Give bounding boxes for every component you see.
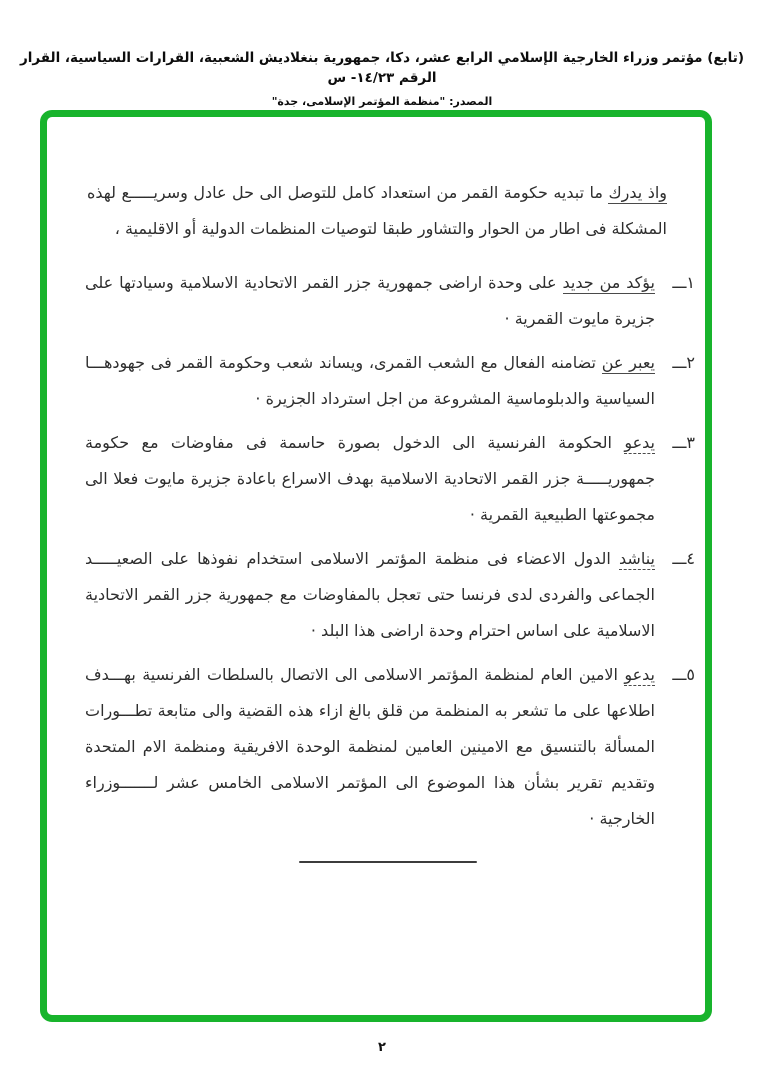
item-lead: يدعو xyxy=(624,665,655,684)
item-lead: يؤكد من جديد xyxy=(562,273,655,292)
item-text: الحكومة الفرنسية الى الدخول بصورة حاسمة فى مفاوضات مع حكومة جمهوريـــــة جزر القمر الاتحادية الاسلامية بهدف الاسراع باعادة جزيرة مايوت فعلا الى مجموعتها الطبيعية القمرية · xyxy=(85,433,655,524)
resolution-item-2 xyxy=(81,345,695,417)
header-source: المصدر: "منظمة المؤتمر الإسلامى، جدة" xyxy=(271,95,493,108)
header-title: (تابع) مؤتمر وزراء الخارجية الإسلامي الرابع عشر، دكا، جمهورية بنغلاديش الشعبية، القرارات السياسية، القرار الرقم ١٤/٢٣- س xyxy=(20,50,744,86)
document-frame xyxy=(40,110,712,1022)
item-number: ١ـــ xyxy=(672,273,695,292)
item-text: الدول الاعضاء فى منظمة المؤتمر الاسلامى استخدام نفوذها على الصعيـــــد الجماعى والفردى لدى فرنسا حتى تعجل بالمفاوضات مع جمهورية جزر القمر الاتحادية الاسلامية على اساس احترام وحدة اراضى هذا البلد · xyxy=(85,549,655,640)
resolution-item-5 xyxy=(81,657,695,837)
intro-paragraph xyxy=(87,175,667,247)
item-lead: يناشد xyxy=(619,549,655,568)
item-text: على وحدة اراضى جمهورية جزر القمر الاتحادية الاسلامية وسيادتها على جزيرة مايوت القمرية · xyxy=(85,273,655,328)
resolution-item-3 xyxy=(81,425,695,533)
item-number: ٤ـــ xyxy=(672,549,695,568)
item-lead: يعبر عن xyxy=(601,353,656,372)
item-text: الامين العام لمنظمة المؤتمر الاسلامى الى الاتصال بالسلطات الفرنسية بهـــدف اطلاعها على ما تشعر به المنظمة من قلق بالغ ازاء هذه القضية والى متابعة تطـــورات المسألة بالتنسيق مع الامينين العامين لمنظمة الوحدة الافريقية ومنظمة الام المتحدة وتقديم تقرير بشأن هذا الموضوع الى المؤتمر الاسلامى الخامس عشر لـــــــوزراء الخارجية · xyxy=(85,665,655,828)
document-body xyxy=(47,117,705,1015)
item-lead: يدعو xyxy=(624,433,655,452)
item-number: ٥ـــ xyxy=(672,665,695,684)
page-number: ٢ xyxy=(378,1040,386,1055)
intro-lead: واذ يدرك xyxy=(608,183,668,202)
item-number: ٢ـــ xyxy=(672,353,695,372)
document-header xyxy=(0,48,764,110)
intro-text: ما تبديه حكومة القمر من استعداد كامل للتوصل الى حل عادل وسريـــــع لهذه المشكلة فى اطار من الحوار والتشاور طبقا لتوصيات المنظمات الدولية أو الاقليمية ، xyxy=(87,183,667,238)
end-separator-line xyxy=(299,861,477,863)
item-number: ٣ـــ xyxy=(672,433,695,452)
resolution-item-1 xyxy=(81,265,695,337)
item-text: تضامنه الفعال مع الشعب القمرى، ويساند شعب وحكومة القمر فى جهودهـــا السياسية والدبلوماسية المشروعة من اجل استرداد الجزيرة · xyxy=(85,353,655,408)
resolution-item-4 xyxy=(81,541,695,649)
